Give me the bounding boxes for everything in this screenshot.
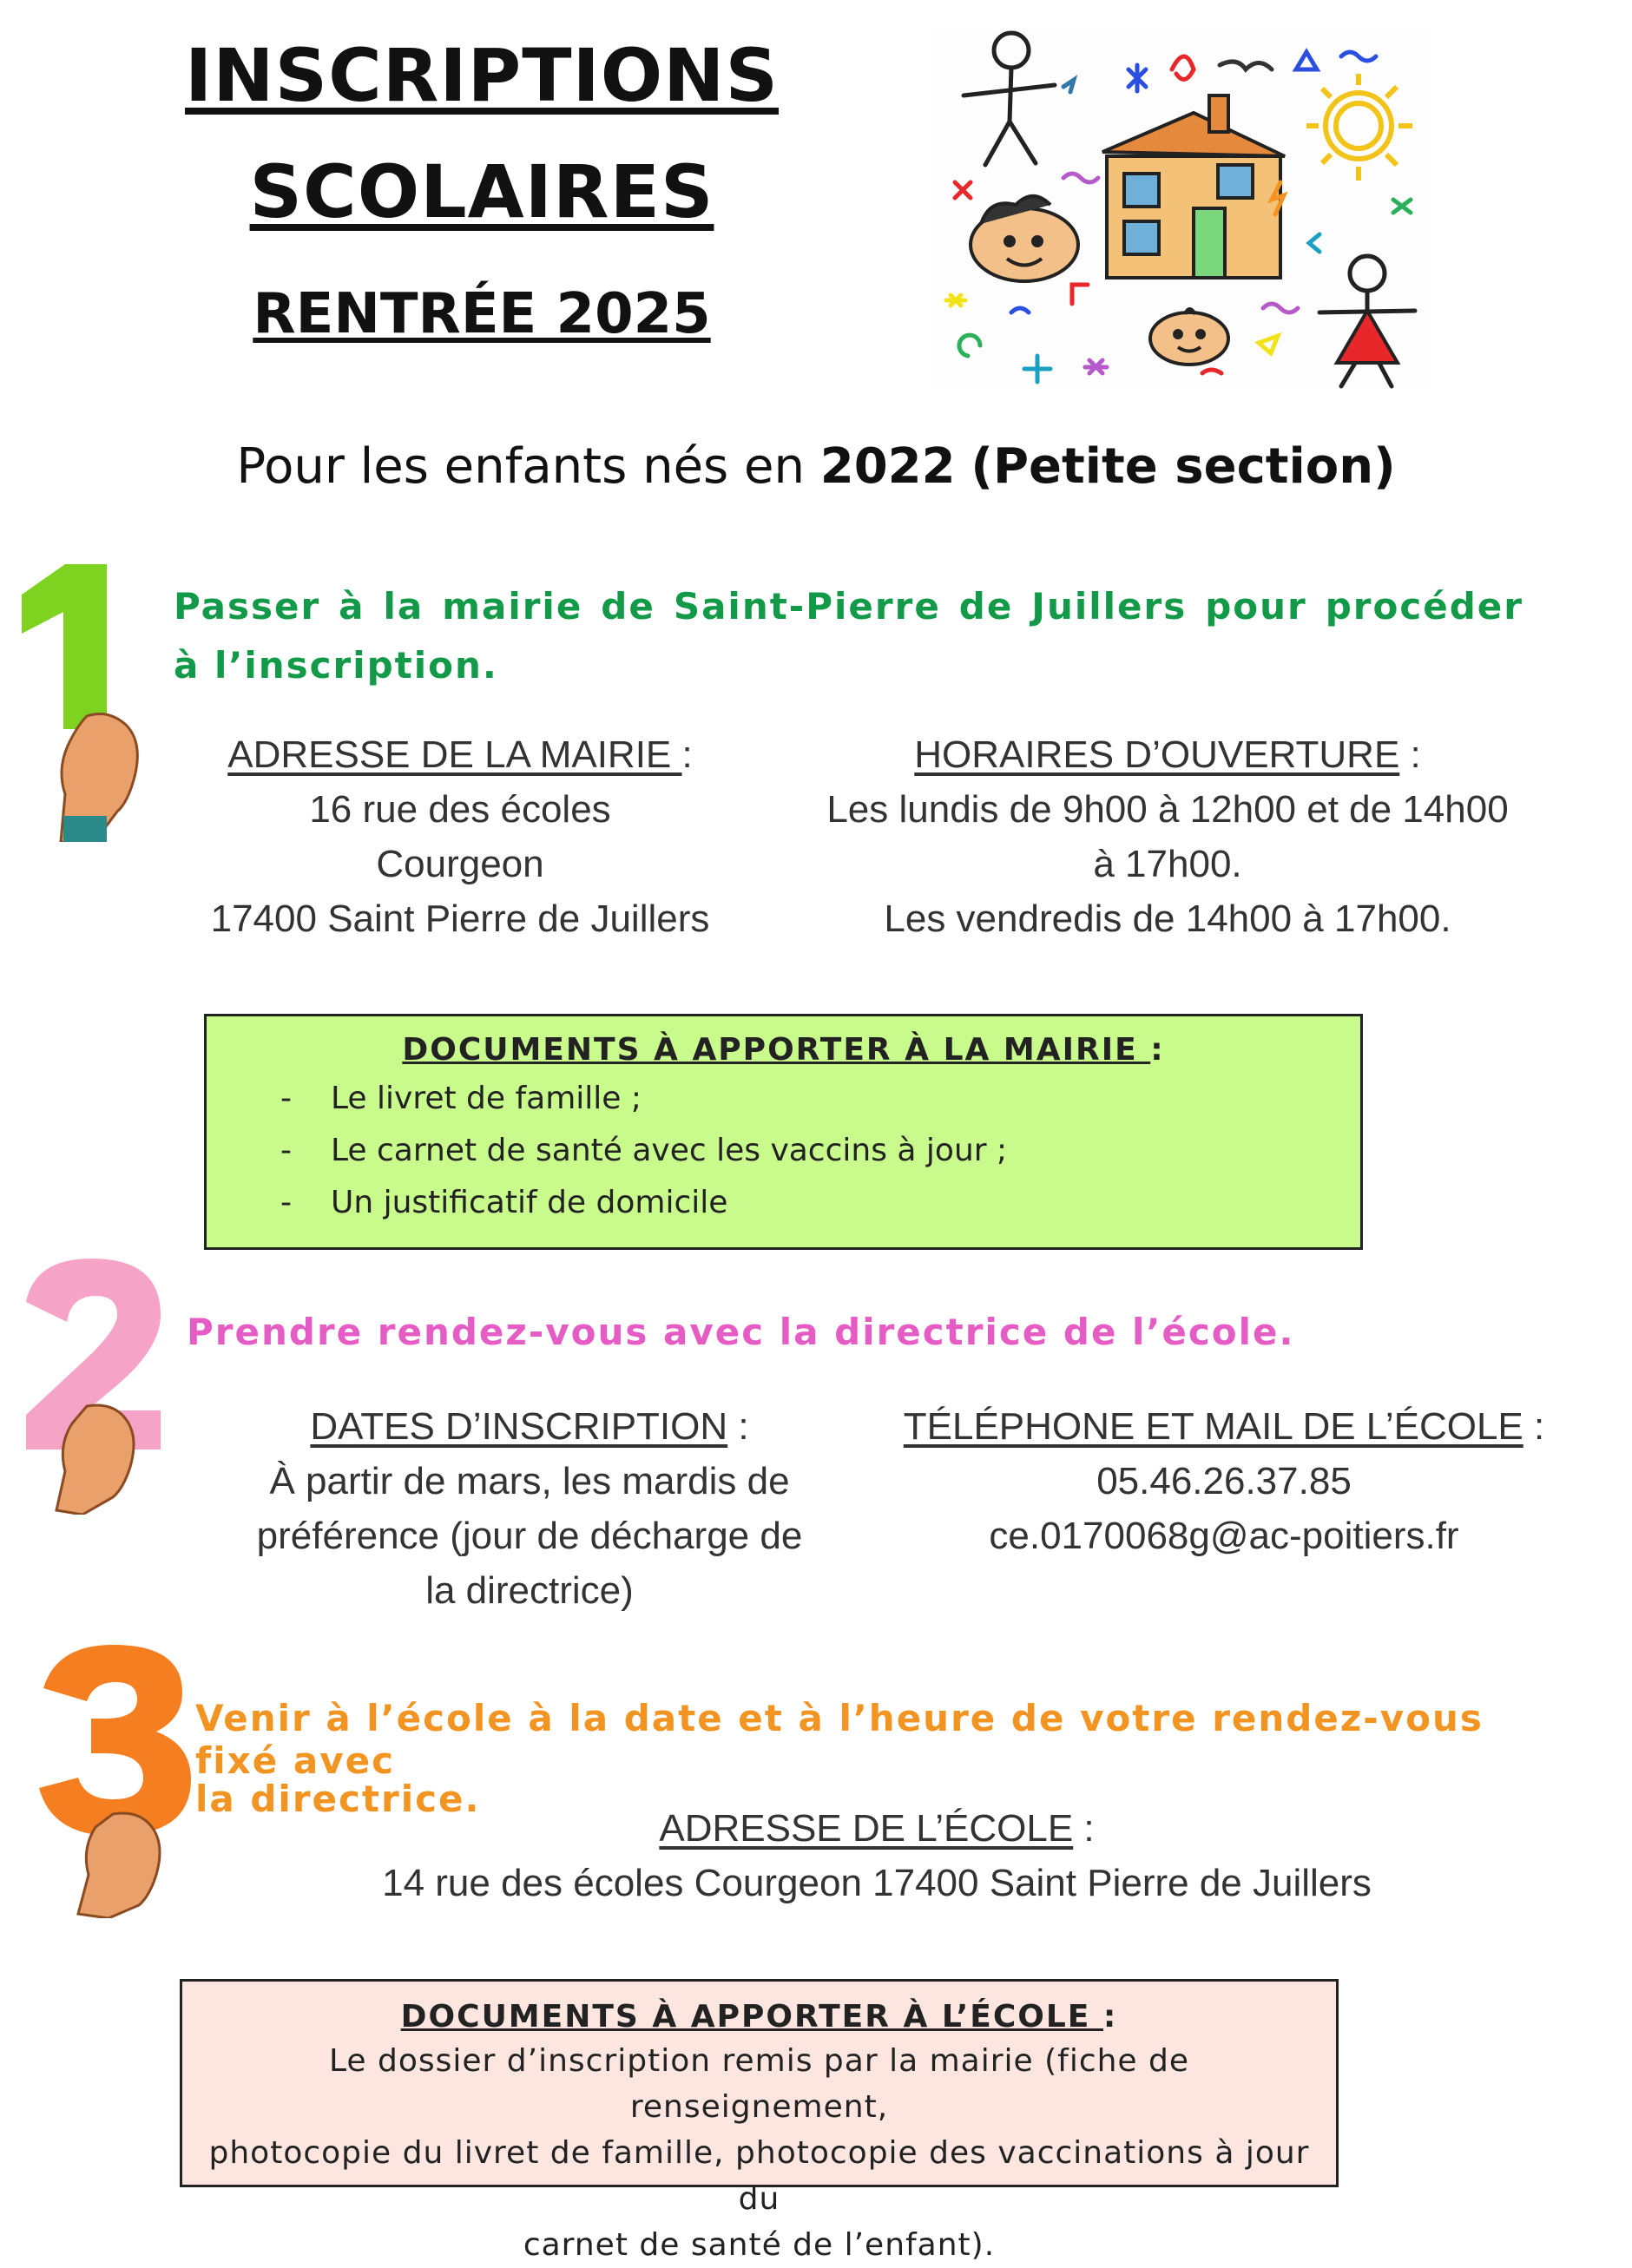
school-documents-text [204,2038,1314,2268]
step-1-instruction: Passer à la mairie de Saint-Pierre de Juillers pour procéder à l’inscription. [174,585,1523,687]
list-item: - Le livret de famille ; [280,1081,642,1116]
title-inscriptions: INSCRIPTIONS [185,33,779,118]
school-address-block: ADRESSE DE L’ÉCOLE : 14 rue des écoles Courgeon 17400 Saint Pierre de Juillers [260,1801,1493,1910]
inscription-dates-line: À partir de mars, les mardis de [269,1460,790,1502]
school-address-heading: ADRESSE DE L’ÉCOLE [659,1807,1074,1850]
step-3-instruction-continued: la directrice. [195,1778,481,1820]
mairie-hours-line: Les vendredis de 14h00 à 17h00. [884,897,1451,940]
school-phone: 05.46.26.37.85 [1096,1460,1352,1502]
school-documents-box: DOCUMENTS À APPORTER À L’ÉCOLE : Le dossier d’inscription remis par la mairie (fiche de renseignement, photocopie du livret de famille, photocopie des vaccinations à jour du carnet de santé de l’enfant). [180,1979,1339,2187]
mairie-address-block: ADRESSE DE LA MAIRIE : 16 rue des écoles Courgeon 17400 Saint Pierre de Juillers [174,727,747,946]
children-drawing-illustration [933,26,1428,391]
inscription-dates-heading: DATES D’INSCRIPTION [310,1405,728,1448]
step-2-instruction: Prendre rendez-vous avec la directrice de l’école. [187,1311,1295,1353]
mairie-documents-list [207,1073,1360,1229]
hand-number-one-icon [4,555,169,842]
list-item: - Un justificatif de domicile [280,1185,728,1220]
title-scolaires: SCOLAIRES [249,149,714,234]
mairie-documents-box: DOCUMENTS À APPORTER À LA MAIRIE : - Le livret de famille ; - Le carnet de santé avec les vaccins à jour ; - Un justificatif de domicile [204,1014,1363,1250]
mairie-hours-heading: HORAIRES D’OUVERTURE [914,733,1400,776]
step-3-instruction: Venir à l’école à la date et à l’heure de votre rendez-vous fixé avec [195,1697,1484,1782]
school-documents-line: photocopie du livret de famille, photocopie des vaccinations à jour du [208,2135,1310,2217]
section-name: (Petite section) [971,438,1396,495]
mairie-address-line: 17400 Saint Pierre de Juillers [210,897,710,940]
mairie-hours-line: à 17h00. [1093,843,1242,885]
inscription-dates-line: préférence (jour de décharge de [256,1515,803,1557]
school-documents-line: Le dossier d’inscription remis par la mairie (fiche de renseignement, [328,2043,1190,2125]
school-address: 14 rue des écoles Courgeon 17400 Saint Pierre de Juillers [382,1862,1372,1904]
school-documents-heading: DOCUMENTS À APPORTER À L’ÉCOLE [400,1999,1103,2035]
hand-number-three-icon [35,1640,200,1918]
subtitle-prefix: Pour les enfants nés en [236,438,820,495]
mairie-address-line: 16 rue des écoles [309,788,611,831]
mairie-address-line: Courgeon [376,843,544,885]
title-rentree: RENTRÉE 2025 [253,282,711,346]
mairie-hours-block: HORAIRES D’OUVERTURE : Les lundis de 9h00 à 12h00 et de 14h00 à 17h00. Les vendredis de 14h00 à 17h00. [799,727,1537,946]
list-item: - Le carnet de santé avec les vaccins à jour ; [280,1133,1008,1168]
inscription-dates-line: la directrice) [425,1569,634,1612]
mairie-hours-line: Les lundis de 9h00 à 12h00 et de 14h00 [826,788,1509,831]
school-contact-heading: TÉLÉPHONE ET MAIL DE L’ÉCOLE [903,1405,1523,1448]
mairie-documents-heading: DOCUMENTS À APPORTER À LA MAIRIE [402,1032,1151,1068]
school-documents-line: carnet de santé de l’enfant). [523,2227,996,2263]
inscription-dates-block: DATES D’INSCRIPTION : À partir de mars, les mardis de préférence (jour de décharge de la directrice) [208,1399,851,1618]
mairie-address-heading: ADRESSE DE LA MAIRIE [227,733,682,776]
school-contact-block: TÉLÉPHONE ET MAIL DE L’ÉCOLE : 05.46.26.37.85 ce.0170068g@ac-poitiers.fr [894,1399,1554,1563]
birth-year: 2022 [819,438,956,495]
target-audience-line [0,438,1632,495]
school-email: ce.0170068g@ac-poitiers.fr [989,1515,1459,1557]
hand-number-two-icon [13,1254,178,1515]
